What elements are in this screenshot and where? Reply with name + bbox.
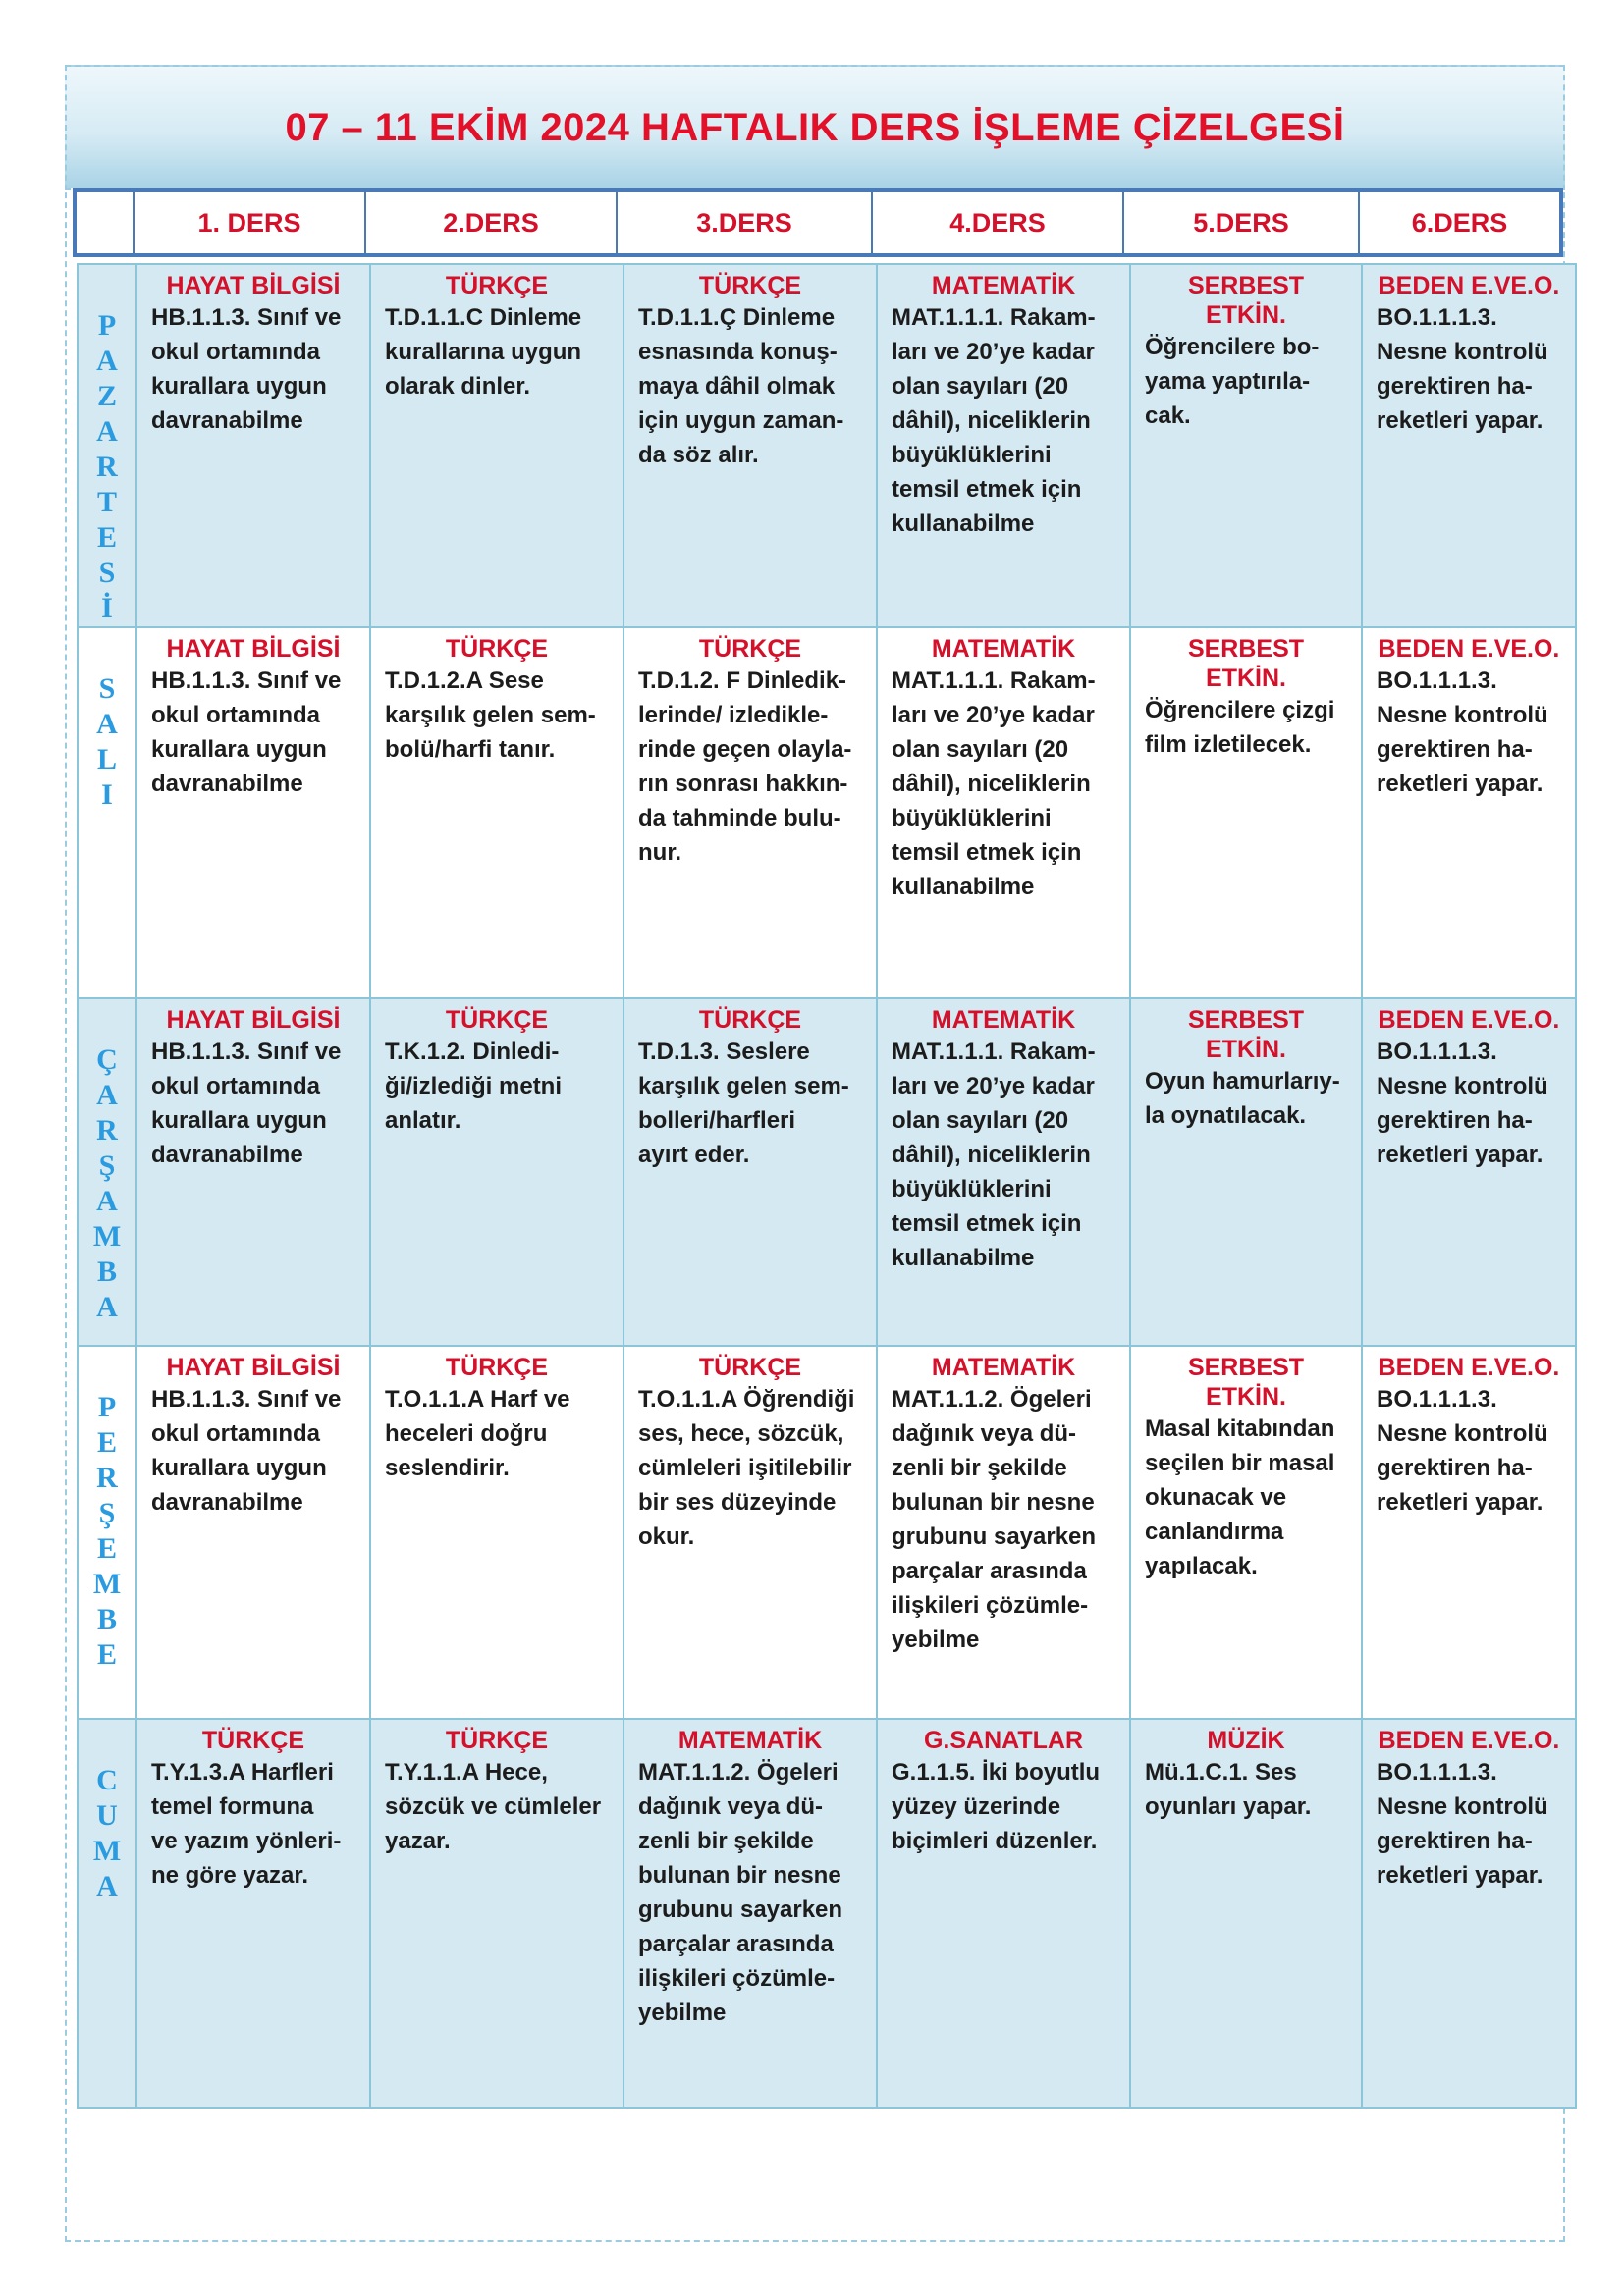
lesson-subject: BEDEN E.VE.O. [1378, 1006, 1560, 1034]
lesson-subject: TÜRKÇE [445, 1354, 549, 1381]
lesson-subject: TÜRKÇE [698, 1354, 802, 1381]
lesson-subject: MATEMATİK [931, 1354, 1076, 1381]
lesson-cell [877, 264, 1130, 627]
lesson-cell [1130, 1346, 1362, 1719]
day-letter: S [98, 557, 116, 589]
lesson-cell [1362, 264, 1576, 627]
day-letter: A [96, 415, 118, 448]
lesson-objective: T.Y.1.3.A Harfleri temel formuna ve yazım yönleri- ne göre yazar. [151, 1759, 342, 1889]
lesson-subject: TÜRKÇE [698, 1006, 802, 1034]
day-label [78, 264, 136, 627]
day-letter: P [97, 1391, 117, 1423]
lesson-subject: SERBEST ETKİN. [1187, 272, 1305, 329]
lesson-objective: BO.1.1.1.3. Nesne kontrolü gerektiren ha- reketleri yapar. [1377, 304, 1548, 434]
lesson-cell [623, 1719, 877, 2108]
day-letters [79, 308, 135, 626]
lesson-subject: SERBEST ETKİN. [1187, 1006, 1305, 1063]
lesson-subject: HAYAT BİLGİSİ [166, 272, 341, 299]
day-letter: Ş [98, 1149, 116, 1182]
lesson-subject: TÜRKÇE [698, 635, 802, 663]
lesson-objective: G.1.1.5. İki boyutlu yüzey üzerinde biçimleri düzenler. [892, 1759, 1101, 1854]
lesson-objective: Masal kitabından seçilen bir masal okunacak ve canlandırma yapılacak. [1145, 1415, 1335, 1579]
header-lesson-2: 2.DERS [365, 190, 617, 255]
header-corner [75, 190, 134, 255]
lesson-cell [136, 1346, 370, 1719]
day-letter: I [101, 778, 113, 811]
lesson-objective: MAT.1.1.1. Rakam- ları ve 20’ye kadar olan sayıları (20 dâhil), niceliklerin büyüklüklerini temsil etmek için kullanabilme [892, 1039, 1096, 1271]
day-label [78, 1346, 136, 1719]
lesson-subject: TÜRKÇE [445, 635, 549, 663]
lesson-cell [877, 1719, 1130, 2108]
day-letter: B [96, 1603, 117, 1635]
lesson-cell [1130, 1719, 1362, 2108]
lesson-cell [623, 1346, 877, 1719]
header-lesson-6: 6.DERS [1359, 190, 1561, 255]
lesson-objective: HB.1.1.3. Sınıf ve okul ortamında kurallara uygun davranabilme [151, 1386, 342, 1516]
day-letter: L [96, 743, 117, 775]
day-letter: M [92, 1568, 122, 1600]
lesson-objective: HB.1.1.3. Sınıf ve okul ortamında kurallara uygun davranabilme [151, 1039, 342, 1168]
lesson-subject: BEDEN E.VE.O. [1378, 272, 1560, 299]
day-letters [79, 1042, 135, 1325]
day-letter: A [96, 345, 118, 377]
lesson-subject: TÜRKÇE [698, 272, 802, 299]
lesson-objective: Mü.1.C.1. Ses oyunları yapar. [1145, 1759, 1312, 1820]
lesson-objective: T.D.1.2. F Dinledik- lerinde/ izledikle- rinde geçen olayla- rın sonrası hakkın- da tahminde bulu- nur. [638, 667, 852, 866]
day-letter: Ç [96, 1043, 118, 1076]
lesson-cell [877, 1346, 1130, 1719]
lesson-cell [623, 627, 877, 998]
lesson-objective: MAT.1.1.1. Rakam- ları ve 20’ye kadar olan sayıları (20 dâhil), niceliklerin büyüklüklerini temsil etmek için kullanabilme [892, 304, 1096, 537]
lesson-cell [1362, 627, 1576, 998]
lesson-subject: TÜRKÇE [201, 1727, 305, 1754]
lesson-objective: BO.1.1.1.3. Nesne kontrolü gerektiren ha- reketleri yapar. [1377, 667, 1548, 797]
schedule-table [77, 263, 1577, 2109]
lesson-cell [1362, 1719, 1576, 2108]
day-letter: E [96, 1426, 117, 1459]
lesson-subject: BEDEN E.VE.O. [1378, 1354, 1560, 1381]
day-letters [79, 1390, 135, 1673]
lesson-subject: SERBEST ETKİN. [1187, 635, 1305, 692]
day-letter: C [96, 1764, 118, 1796]
day-letter: Z [96, 380, 117, 412]
lesson-cell [623, 998, 877, 1346]
header-lesson-1: 1. DERS [134, 190, 365, 255]
day-letters [79, 671, 135, 813]
lesson-subject: BEDEN E.VE.O. [1378, 635, 1560, 663]
lesson-cell [136, 627, 370, 998]
lesson-cell [1130, 998, 1362, 1346]
lesson-objective: MAT.1.1.2. Ögeleri dağınık veya dü- zenli bir şekilde bulunan bir nesne grubunu sayarken parçalar arasında ilişkileri çözümle- yebilme [892, 1386, 1097, 1653]
lesson-objective: MAT.1.1.1. Rakam- ları ve 20’ye kadar olan sayıları (20 dâhil), niceliklerin büyüklüklerini temsil etmek için kullanabilme [892, 667, 1096, 900]
lesson-objective: T.D.1.2.A Sese karşılık gelen sem- bolü/harfi tanır. [385, 667, 596, 763]
title-band [65, 65, 1565, 190]
lesson-subject: HAYAT BİLGİSİ [166, 1006, 341, 1034]
lesson-cell [370, 264, 623, 627]
lesson-cell [370, 1346, 623, 1719]
header-lesson-4: 4.DERS [872, 190, 1123, 255]
lesson-objective: Öğrencilere çizgi film izletilecek. [1145, 697, 1335, 758]
day-letter: A [96, 1185, 118, 1217]
day-letter: M [92, 1220, 122, 1253]
day-label [78, 998, 136, 1346]
day-label [78, 1719, 136, 2108]
day-letter: İ [101, 592, 113, 624]
lesson-subject: HAYAT BİLGİSİ [166, 1354, 341, 1381]
day-letters [79, 1763, 135, 1904]
lesson-subject: HAYAT BİLGİSİ [166, 635, 341, 663]
lesson-objective: T.K.1.2. Dinledi- ği/izlediği metni anlatır. [385, 1039, 563, 1134]
day-letter: R [96, 451, 118, 483]
lesson-subject: MATEMATİK [931, 1006, 1076, 1034]
lesson-objective: HB.1.1.3. Sınıf ve okul ortamında kurallara uygun davranabilme [151, 667, 342, 797]
lesson-objective: T.Y.1.1.A Hece, sözcük ve cümleler yazar. [385, 1759, 602, 1854]
lesson-subject: G.SANATLAR [923, 1727, 1084, 1754]
lesson-subject: TÜRKÇE [445, 1006, 549, 1034]
lesson-objective: MAT.1.1.2. Ögeleri dağınık veya dü- zenli bir şekilde bulunan bir nesne grubunu sayarken parçalar arasında ilişkileri çözümle- yebilme [638, 1759, 843, 2026]
day-letter: M [92, 1835, 122, 1867]
lesson-cell [1362, 1346, 1576, 1719]
day-letter: A [96, 1079, 118, 1111]
day-letter: A [96, 708, 118, 740]
lesson-subject: MATEMATİK [677, 1727, 823, 1754]
lesson-subject: TÜRKÇE [445, 272, 549, 299]
day-row-sali [78, 627, 1576, 998]
lesson-objective: T.O.1.1.A Öğrendiği ses, hece, sözcük, cümleleri işitilebilir bir ses düzeyinde okur. [638, 1386, 855, 1550]
day-row-pazartesi [78, 264, 1576, 627]
day-letter: E [96, 521, 117, 554]
day-letter: P [97, 309, 117, 342]
day-letter: E [96, 1532, 117, 1565]
page-title: 07 – 11 EKİM 2024 HAFTALIK DERS İŞLEME ÇİZELGESİ [285, 105, 1345, 149]
lesson-cell [370, 1719, 623, 2108]
day-letter: R [96, 1114, 118, 1147]
lesson-objective: Öğrencilere bo- yama yaptırıla- cak. [1145, 334, 1320, 429]
lesson-cell [877, 627, 1130, 998]
day-letter: T [96, 486, 117, 518]
lesson-subject: SERBEST ETKİN. [1187, 1354, 1305, 1411]
lesson-objective: BO.1.1.1.3. Nesne kontrolü gerektiren ha- reketleri yapar. [1377, 1759, 1548, 1889]
day-letter: A [96, 1870, 118, 1902]
lesson-cell [1130, 264, 1362, 627]
header-row [75, 190, 1561, 255]
day-letter: R [96, 1462, 118, 1494]
day-row-persembe [78, 1346, 1576, 1719]
lesson-cell [136, 1719, 370, 2108]
lesson-cell [136, 998, 370, 1346]
header-lesson-3: 3.DERS [617, 190, 872, 255]
day-letter: U [96, 1799, 118, 1832]
lesson-cell [1362, 998, 1576, 1346]
lesson-cell [136, 264, 370, 627]
lesson-objective: T.D.1.3. Seslere karşılık gelen sem- bolleri/harfleri ayırt eder. [638, 1039, 849, 1168]
lesson-objective: BO.1.1.1.3. Nesne kontrolü gerektiren ha- reketleri yapar. [1377, 1039, 1548, 1168]
header-lesson-5: 5.DERS [1123, 190, 1359, 255]
lesson-objective: BO.1.1.1.3. Nesne kontrolü gerektiren ha- reketleri yapar. [1377, 1386, 1548, 1516]
day-letter: E [96, 1638, 117, 1671]
header-table [73, 188, 1563, 257]
lesson-objective: T.O.1.1.A Harf ve heceleri doğru seslendirir. [385, 1386, 570, 1481]
lesson-objective: HB.1.1.3. Sınıf ve okul ortamında kurallara uygun davranabilme [151, 304, 342, 434]
lesson-subject: MATEMATİK [931, 272, 1076, 299]
lesson-cell [1130, 627, 1362, 998]
lesson-subject: MATEMATİK [931, 635, 1076, 663]
day-letter: B [96, 1255, 117, 1288]
lesson-objective: T.D.1.1.Ç Dinleme esnasında konuş- maya dâhil olmak için uygun zaman- da söz alır. [638, 304, 844, 468]
lesson-subject: TÜRKÇE [445, 1727, 549, 1754]
day-row-cuma [78, 1719, 1576, 2108]
lesson-cell [370, 627, 623, 998]
lesson-objective: Oyun hamurlarıy- la oynatılacak. [1145, 1068, 1340, 1129]
day-letter: S [98, 672, 116, 705]
lesson-cell [623, 264, 877, 627]
day-letter: A [96, 1291, 118, 1323]
day-letter: Ş [98, 1497, 116, 1529]
lesson-subject: BEDEN E.VE.O. [1378, 1727, 1560, 1754]
lesson-objective: T.D.1.1.C Dinleme kurallarına uygun olarak dinler. [385, 304, 582, 400]
day-row-carsamba [78, 998, 1576, 1346]
lesson-cell [877, 998, 1130, 1346]
lesson-cell [370, 998, 623, 1346]
lesson-subject: MÜZİK [1207, 1727, 1285, 1754]
day-label [78, 627, 136, 998]
